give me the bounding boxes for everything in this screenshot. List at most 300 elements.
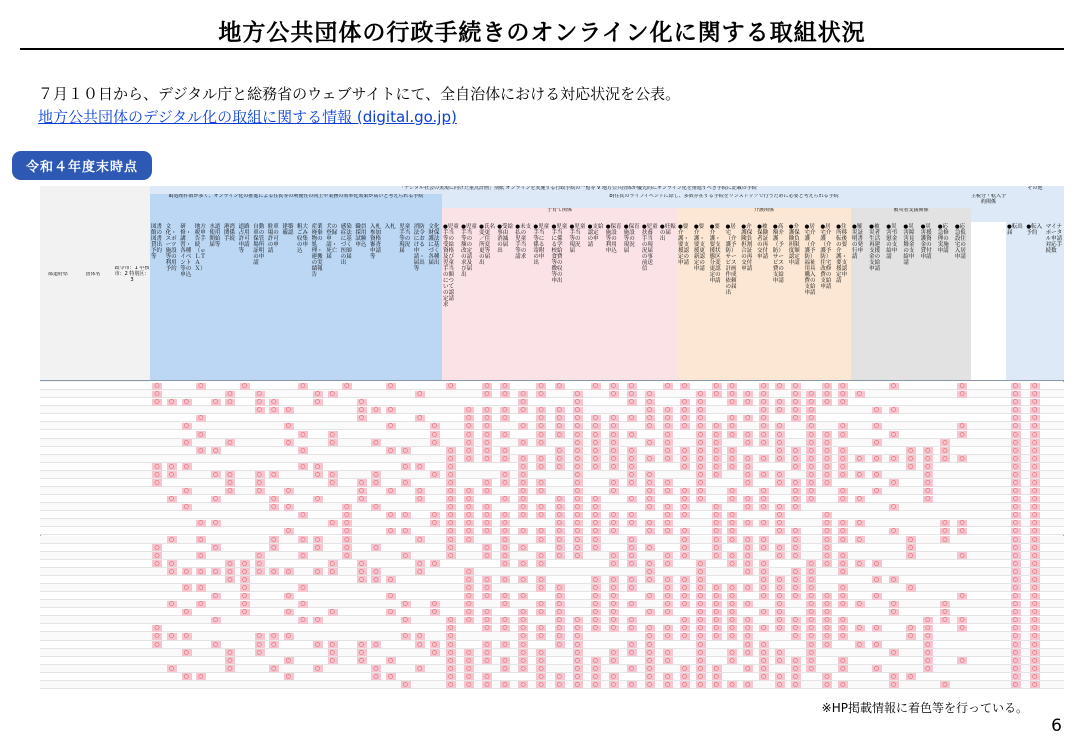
- table-row: [40, 641, 1064, 649]
- circle-mark-icon: ○: [1032, 640, 1038, 648]
- row-name: [76, 608, 114, 616]
- circle-mark-icon: ○: [502, 543, 508, 551]
- row-pref: [44, 673, 74, 681]
- title-underline: [20, 48, 1064, 50]
- circle-mark-icon: ○: [729, 600, 735, 608]
- circle-mark-icon: ○: [761, 567, 767, 575]
- circle-mark-icon: ○: [241, 382, 248, 390]
- circle-mark-icon: ○: [502, 519, 508, 527]
- circle-mark-icon: ○: [1032, 487, 1038, 495]
- column-label: 自動車の保管場所証明の申請: [252, 222, 267, 380]
- column-label: ●保育施設等の現況届: [623, 222, 641, 380]
- circle-mark-icon: ○: [761, 584, 767, 591]
- circle-mark-icon: ○: [168, 462, 175, 470]
- circle-mark-icon: ○: [890, 478, 897, 486]
- circle-mark-icon: ○: [212, 640, 218, 648]
- circle-mark-icon: ○: [824, 438, 830, 446]
- circle-mark-icon: ○: [212, 592, 218, 600]
- circle-mark-icon: ○: [664, 672, 671, 680]
- circle-mark-icon: ○: [745, 519, 751, 527]
- column-label: ●児童手当等の現況届: [569, 222, 587, 380]
- circle-mark-icon: ○: [745, 648, 751, 656]
- circle-mark-icon: ○: [792, 390, 798, 398]
- circle-mark-icon: ○: [664, 438, 671, 446]
- circle-mark-icon: ○: [448, 535, 454, 543]
- circle-mark-icon: ○: [1032, 656, 1038, 664]
- circle-mark-icon: ○: [610, 624, 616, 632]
- circle-mark-icon: ○: [484, 519, 490, 527]
- row-count: [1040, 592, 1058, 600]
- circle-mark-icon: ○: [808, 575, 814, 583]
- col-name-header: 団体名: [85, 272, 101, 277]
- circle-mark-icon: ○: [908, 543, 914, 551]
- circle-mark-icon: ○: [466, 600, 472, 608]
- circle-mark-icon: ○: [610, 592, 616, 600]
- circle-mark-icon: ○: [925, 478, 931, 486]
- circle-mark-icon: ○: [431, 640, 437, 648]
- circle-mark-icon: ○: [592, 624, 598, 632]
- circle-mark-icon: ○: [466, 527, 472, 535]
- circle-mark-icon: ○: [538, 656, 544, 664]
- circle-mark-icon: ○: [431, 438, 437, 446]
- circle-mark-icon: ○: [610, 600, 616, 608]
- circle-mark-icon: ○: [664, 478, 671, 486]
- circle-mark-icon: ○: [502, 430, 508, 438]
- circle-mark-icon: ○: [942, 616, 948, 624]
- row-pref: [44, 430, 74, 438]
- circle-mark-icon: ○: [729, 398, 735, 406]
- circle-mark-icon: ○: [792, 584, 798, 591]
- circle-mark-icon: ○: [664, 422, 671, 430]
- column-label: ●児童手当等の額の改定の請求及び届出: [460, 222, 478, 380]
- circle-mark-icon: ○: [959, 519, 965, 527]
- circle-mark-icon: ○: [873, 454, 879, 462]
- circle-mark-icon: ○: [1032, 672, 1038, 680]
- circle-mark-icon: ○: [664, 406, 671, 414]
- column-label: ●応急修理の実施申請: [937, 222, 954, 380]
- column-label: ●児童手当等の受給資格及び児童手当の額についての認定請求: [442, 222, 460, 380]
- circle-mark-icon: ○: [344, 503, 350, 511]
- circle-mark-icon: ○: [840, 632, 846, 640]
- row-pref: [44, 455, 74, 463]
- circle-mark-icon: ○: [824, 527, 830, 535]
- circle-mark-icon: ○: [344, 382, 350, 390]
- circle-mark-icon: ○: [1012, 640, 1018, 648]
- table-row: [40, 439, 1064, 447]
- digital-go-jp-link[interactable]: 地方公共団体のデジタル化の取組に関する情報 (digital.go.jp): [38, 108, 457, 126]
- circle-mark-icon: ○: [808, 616, 814, 624]
- circle-mark-icon: ○: [664, 624, 671, 632]
- circle-mark-icon: ○: [745, 495, 751, 503]
- circle-mark-icon: ○: [959, 616, 965, 624]
- circle-mark-icon: ○: [502, 390, 508, 398]
- circle-mark-icon: ○: [646, 503, 653, 511]
- circle-mark-icon: ○: [402, 680, 408, 688]
- circle-mark-icon: ○: [502, 664, 508, 672]
- circle-mark-icon: ○: [417, 495, 423, 503]
- circle-mark-icon: ○: [713, 600, 719, 608]
- circle-mark-icon: ○: [908, 446, 914, 454]
- row-count: [1040, 463, 1058, 471]
- circle-mark-icon: ○: [285, 406, 291, 414]
- circle-mark-icon: ○: [484, 551, 490, 559]
- circle-mark-icon: ○: [610, 446, 616, 454]
- circle-mark-icon: ○: [271, 543, 277, 551]
- row-pref: [44, 479, 74, 487]
- column-label: ●被保険者証の再交付申請: [756, 222, 772, 380]
- circle-mark-icon: ○: [729, 422, 735, 430]
- circle-mark-icon: ○: [664, 511, 671, 519]
- circle-mark-icon: ○: [824, 398, 830, 406]
- row-name: [76, 592, 114, 600]
- circle-mark-icon: ○: [431, 608, 437, 616]
- row-policy: [118, 624, 134, 632]
- circle-mark-icon: ○: [387, 446, 394, 454]
- circle-mark-icon: ○: [745, 664, 751, 672]
- circle-mark-icon: ○: [646, 592, 653, 600]
- circle-mark-icon: ○: [387, 406, 394, 414]
- circle-mark-icon: ○: [574, 414, 580, 422]
- circle-mark-icon: ○: [373, 664, 379, 672]
- circle-mark-icon: ○: [358, 487, 364, 495]
- circle-mark-icon: ○: [697, 624, 703, 632]
- row-pref: [44, 608, 74, 616]
- row-count: [1040, 527, 1058, 535]
- circle-mark-icon: ○: [942, 446, 948, 454]
- row-name: [76, 536, 114, 544]
- circle-mark-icon: ○: [824, 519, 830, 527]
- row-name: [76, 673, 114, 681]
- row-name: [76, 616, 114, 624]
- row-count: [1040, 568, 1058, 576]
- circle-mark-icon: ○: [628, 640, 635, 648]
- circle-mark-icon: ○: [1032, 462, 1038, 470]
- circle-mark-icon: ○: [610, 616, 616, 624]
- circle-mark-icon: ○: [592, 519, 598, 527]
- circle-mark-icon: ○: [538, 559, 544, 567]
- circle-mark-icon: ○: [154, 478, 160, 486]
- circle-mark-icon: ○: [628, 382, 635, 390]
- circle-mark-icon: ○: [448, 680, 454, 688]
- circle-mark-icon: ○: [824, 446, 830, 454]
- circle-mark-icon: ○: [761, 414, 767, 422]
- table-row: [40, 430, 1064, 438]
- column-label: ●要介護・要支援更新認定の申請: [693, 222, 709, 380]
- row-count: [1040, 519, 1058, 527]
- circle-mark-icon: ○: [925, 656, 931, 664]
- circle-mark-icon: ○: [538, 648, 544, 656]
- circle-mark-icon: ○: [484, 446, 490, 454]
- circle-mark-icon: ○: [664, 551, 671, 559]
- circle-mark-icon: ○: [227, 478, 233, 486]
- circle-mark-icon: ○: [538, 680, 544, 688]
- circle-mark-icon: ○: [646, 390, 653, 398]
- circle-mark-icon: ○: [792, 632, 798, 640]
- table-row: [40, 406, 1064, 414]
- row-policy: [118, 616, 134, 624]
- circle-mark-icon: ○: [1012, 672, 1018, 680]
- circle-mark-icon: ○: [873, 438, 879, 446]
- row-name: [76, 560, 114, 568]
- circle-mark-icon: ○: [329, 519, 335, 527]
- row-count: [1040, 455, 1058, 463]
- row-count: [1040, 649, 1058, 657]
- circle-mark-icon: ○: [761, 422, 767, 430]
- table-row: [40, 649, 1064, 657]
- row-pref: [44, 406, 74, 414]
- row-count: [1040, 471, 1058, 479]
- circle-mark-icon: ○: [824, 543, 830, 551]
- circle-mark-icon: ○: [271, 503, 277, 511]
- circle-mark-icon: ○: [1032, 616, 1038, 624]
- row-policy: [118, 568, 134, 576]
- circle-mark-icon: ○: [358, 495, 364, 503]
- circle-mark-icon: ○: [538, 624, 544, 632]
- circle-mark-icon: ○: [745, 584, 751, 591]
- circle-mark-icon: ○: [448, 640, 454, 648]
- circle-mark-icon: ○: [154, 632, 160, 640]
- circle-mark-icon: ○: [358, 478, 364, 486]
- circle-mark-icon: ○: [873, 592, 879, 600]
- circle-mark-icon: ○: [574, 390, 580, 398]
- circle-mark-icon: ○: [610, 680, 616, 688]
- circle-mark-icon: ○: [959, 454, 965, 462]
- circle-mark-icon: ○: [942, 519, 948, 527]
- row-pref: [44, 390, 74, 398]
- circle-mark-icon: ○: [168, 495, 175, 503]
- row-policy: [118, 673, 134, 681]
- circle-mark-icon: ○: [227, 487, 233, 495]
- circle-mark-icon: ○: [484, 656, 490, 664]
- circle-mark-icon: ○: [1032, 390, 1038, 398]
- circle-mark-icon: ○: [300, 511, 306, 519]
- column-label: ●転出届: [1006, 222, 1025, 380]
- circle-mark-icon: ○: [1012, 624, 1018, 632]
- circle-mark-icon: ○: [402, 600, 408, 608]
- circle-mark-icon: ○: [329, 390, 335, 398]
- circle-mark-icon: ○: [908, 632, 914, 640]
- circle-mark-icon: ○: [466, 592, 472, 600]
- circle-mark-icon: ○: [792, 406, 798, 414]
- column-label: ●保育施設等の利用申込: [605, 222, 623, 380]
- circle-mark-icon: ○: [1012, 406, 1018, 414]
- circle-mark-icon: ○: [448, 487, 454, 495]
- circle-mark-icon: ○: [448, 624, 454, 632]
- circle-mark-icon: ○: [745, 398, 751, 406]
- circle-mark-icon: ○: [925, 640, 931, 648]
- row-count: [1040, 406, 1058, 414]
- row-name: [76, 519, 114, 527]
- circle-mark-icon: ○: [502, 446, 508, 454]
- circle-mark-icon: ○: [856, 559, 862, 567]
- circle-mark-icon: ○: [538, 454, 544, 462]
- circle-mark-icon: ○: [285, 503, 291, 511]
- row-name: [76, 552, 114, 560]
- circle-mark-icon: ○: [610, 519, 616, 527]
- row-count: [1040, 681, 1058, 689]
- circle-mark-icon: ○: [856, 640, 862, 648]
- circle-mark-icon: ○: [908, 672, 914, 680]
- circle-mark-icon: ○: [824, 640, 830, 648]
- row-count: [1040, 616, 1058, 624]
- circle-mark-icon: ○: [697, 656, 703, 664]
- circle-mark-icon: ○: [329, 648, 335, 656]
- circle-mark-icon: ○: [873, 406, 879, 414]
- circle-mark-icon: ○: [808, 624, 814, 632]
- circle-mark-icon: ○: [183, 422, 189, 430]
- circle-mark-icon: ○: [840, 398, 846, 406]
- circle-mark-icon: ○: [713, 624, 719, 632]
- circle-mark-icon: ○: [417, 640, 423, 648]
- circle-mark-icon: ○: [1012, 495, 1018, 503]
- circle-mark-icon: ○: [538, 390, 544, 398]
- intro-text: ７月１０日から、デジタル庁と総務省のウェブサイトにて、全自治体における対応状況を公表。: [38, 85, 681, 103]
- circle-mark-icon: ○: [448, 648, 454, 656]
- circle-mark-icon: ○: [183, 672, 189, 680]
- row-name: [76, 632, 114, 640]
- circle-mark-icon: ○: [538, 382, 544, 390]
- circle-mark-icon: ○: [713, 543, 719, 551]
- circle-mark-icon: ○: [448, 632, 454, 640]
- circle-mark-icon: ○: [824, 559, 830, 567]
- circle-mark-icon: ○: [745, 624, 751, 632]
- circle-mark-icon: ○: [610, 551, 616, 559]
- sub-kids-header: 子育て関係: [442, 208, 677, 222]
- circle-mark-icon: ○: [212, 398, 218, 406]
- circle-mark-icon: ○: [227, 575, 233, 583]
- circle-mark-icon: ○: [466, 519, 472, 527]
- row-name: [76, 390, 114, 398]
- circle-mark-icon: ○: [484, 406, 490, 414]
- circle-mark-icon: ○: [761, 648, 767, 656]
- circle-mark-icon: ○: [574, 430, 580, 438]
- circle-mark-icon: ○: [484, 511, 490, 519]
- circle-mark-icon: ○: [574, 462, 580, 470]
- circle-mark-icon: ○: [417, 462, 423, 470]
- circle-mark-icon: ○: [697, 462, 703, 470]
- circle-mark-icon: ○: [212, 470, 218, 478]
- circle-mark-icon: ○: [824, 616, 830, 624]
- circle-mark-icon: ○: [1032, 495, 1038, 503]
- row-policy: [118, 544, 134, 552]
- circle-mark-icon: ○: [664, 600, 671, 608]
- circle-mark-icon: ○: [697, 422, 703, 430]
- circle-mark-icon: ○: [628, 575, 635, 583]
- circle-mark-icon: ○: [574, 640, 580, 648]
- row-name: [76, 511, 114, 519]
- circle-mark-icon: ○: [520, 648, 526, 656]
- circle-mark-icon: ○: [824, 592, 830, 600]
- circle-mark-icon: ○: [808, 398, 814, 406]
- circle-mark-icon: ○: [856, 519, 862, 527]
- row-pref: [44, 495, 74, 503]
- circle-mark-icon: ○: [681, 543, 688, 551]
- circle-mark-icon: ○: [1012, 616, 1018, 624]
- circle-mark-icon: ○: [256, 567, 262, 575]
- circle-mark-icon: ○: [792, 495, 798, 503]
- row-count: [1040, 447, 1058, 455]
- circle-mark-icon: ○: [681, 511, 688, 519]
- table-row: [40, 495, 1064, 503]
- circle-mark-icon: ○: [610, 559, 616, 567]
- circle-mark-icon: ○: [484, 414, 490, 422]
- row-name: [76, 681, 114, 689]
- circle-mark-icon: ○: [520, 543, 526, 551]
- row-policy: [118, 439, 134, 447]
- row-count: [1040, 503, 1058, 511]
- circle-mark-icon: ○: [824, 608, 830, 616]
- circle-mark-icon: ○: [729, 446, 735, 454]
- row-policy: [118, 600, 134, 608]
- circle-mark-icon: ○: [402, 632, 408, 640]
- circle-mark-icon: ○: [556, 551, 562, 559]
- row-policy: [118, 495, 134, 503]
- circle-mark-icon: ○: [776, 503, 783, 511]
- circle-mark-icon: ○: [824, 511, 830, 519]
- circle-mark-icon: ○: [300, 430, 306, 438]
- circle-mark-icon: ○: [840, 600, 846, 608]
- circle-mark-icon: ○: [628, 551, 635, 559]
- circle-mark-icon: ○: [664, 680, 671, 688]
- row-policy: [118, 584, 134, 592]
- circle-mark-icon: ○: [484, 527, 490, 535]
- circle-mark-icon: ○: [729, 584, 735, 591]
- circle-mark-icon: ○: [466, 616, 472, 624]
- row-count: [1040, 511, 1058, 519]
- circle-mark-icon: ○: [681, 446, 688, 454]
- page-title: 地方公共団体の行政手続きのオンライン化に関する取組状況: [218, 20, 866, 46]
- circle-mark-icon: ○: [840, 470, 846, 478]
- circle-mark-icon: ○: [484, 672, 490, 680]
- circle-mark-icon: ○: [824, 624, 830, 632]
- circle-mark-icon: ○: [574, 632, 580, 640]
- circle-mark-icon: ○: [697, 430, 703, 438]
- column-label: ●罹災証明書の発行申請: [851, 222, 868, 380]
- circle-mark-icon: ○: [448, 382, 454, 390]
- row-count: [1040, 608, 1058, 616]
- circle-mark-icon: ○: [241, 584, 248, 591]
- circle-mark-icon: ○: [300, 535, 306, 543]
- circle-mark-icon: ○: [761, 503, 767, 511]
- circle-mark-icon: ○: [873, 470, 879, 478]
- circle-mark-icon: ○: [1032, 624, 1038, 632]
- circle-mark-icon: ○: [959, 430, 965, 438]
- circle-mark-icon: ○: [1032, 478, 1038, 486]
- circle-mark-icon: ○: [925, 470, 931, 478]
- circle-mark-icon: ○: [574, 511, 580, 519]
- circle-mark-icon: ○: [1012, 390, 1018, 398]
- circle-mark-icon: ○: [942, 438, 948, 446]
- table-row: [40, 568, 1064, 576]
- circle-mark-icon: ○: [729, 382, 735, 390]
- circle-mark-icon: ○: [168, 600, 175, 608]
- circle-mark-icon: ○: [466, 648, 472, 656]
- circle-mark-icon: ○: [697, 454, 703, 462]
- row-pref: [44, 544, 74, 552]
- column-label: ●住所移転後の要介護・要支援認定申請: [835, 222, 851, 380]
- circle-mark-icon: ○: [227, 398, 233, 406]
- circle-mark-icon: ○: [466, 567, 472, 575]
- circle-mark-icon: ○: [1032, 527, 1038, 535]
- row-name: [76, 657, 114, 665]
- circle-mark-icon: ○: [387, 672, 394, 680]
- circle-mark-icon: ○: [697, 470, 703, 478]
- circle-mark-icon: ○: [628, 446, 635, 454]
- row-policy: [118, 455, 134, 463]
- circle-mark-icon: ○: [329, 640, 335, 648]
- circle-mark-icon: ○: [502, 454, 508, 462]
- circle-mark-icon: ○: [792, 446, 798, 454]
